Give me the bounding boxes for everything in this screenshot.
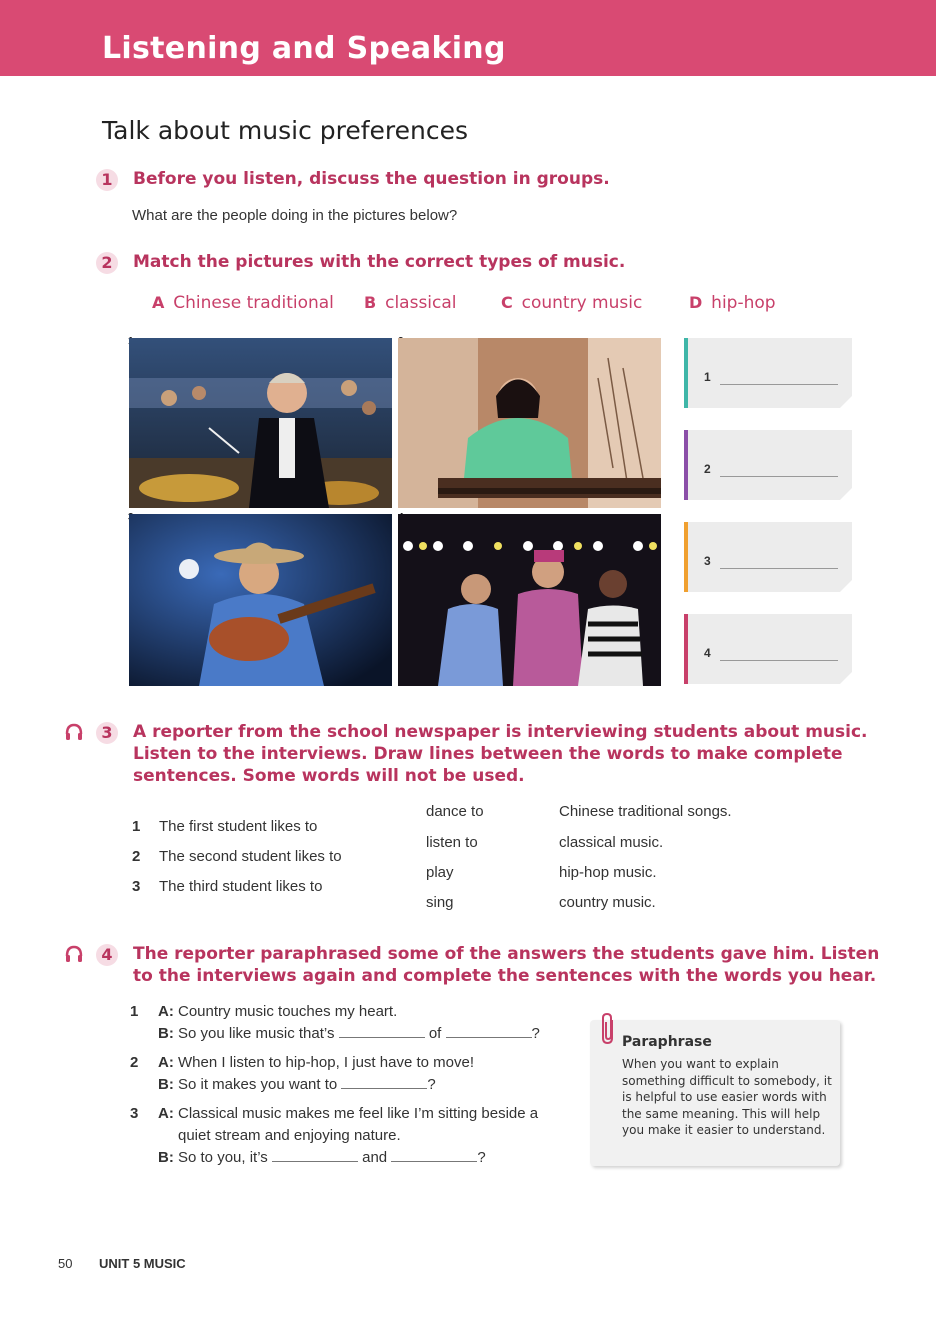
photo-guzheng-player bbox=[398, 338, 661, 508]
answer-number: 4 bbox=[704, 646, 711, 660]
option-text: classical bbox=[385, 293, 457, 313]
speaker-label: A: bbox=[158, 1105, 174, 1122]
subject-3-text: The third student likes to bbox=[159, 878, 323, 895]
fill-blank[interactable] bbox=[339, 1025, 425, 1038]
paperclip-icon bbox=[598, 1012, 618, 1051]
fill-blank[interactable] bbox=[341, 1076, 427, 1089]
option-d bbox=[689, 293, 776, 313]
activity-3-instruction-line-3: sentences. Some words will not be used. bbox=[133, 766, 525, 786]
answer-card-1 bbox=[684, 338, 852, 408]
speaker-text: When I listen to hip-hop, I just have to move! bbox=[178, 1054, 474, 1071]
fill-blank[interactable] bbox=[446, 1025, 532, 1038]
activity-4-instruction-line-1: The reporter paraphrased some of the answers the students gave him. Listen bbox=[133, 944, 880, 964]
subject-2-text: The second student likes to bbox=[159, 848, 342, 865]
item-2-line-b bbox=[158, 1076, 436, 1093]
speaker-text: and bbox=[362, 1149, 388, 1166]
answer-card-bar bbox=[684, 522, 688, 592]
answer-card-bar bbox=[684, 338, 688, 408]
item-1-number: 1 bbox=[130, 1003, 139, 1020]
item-2-number: 2 bbox=[130, 1054, 139, 1071]
activity-3-number: 3 bbox=[96, 722, 118, 744]
speaker-label: B: bbox=[158, 1149, 174, 1166]
item-1-line-b bbox=[158, 1025, 540, 1042]
section-banner bbox=[0, 0, 936, 76]
speaker-label: B: bbox=[158, 1025, 174, 1042]
speaker-text: So to you, it’s bbox=[178, 1149, 268, 1166]
speaker-label: A: bbox=[158, 1054, 174, 1071]
answer-card-bar bbox=[684, 430, 688, 500]
headphones-icon[interactable] bbox=[64, 944, 82, 962]
option-letter: A bbox=[152, 293, 165, 312]
speaker-text: Classical music makes me feel like I’m sitting beside a bbox=[178, 1105, 539, 1122]
photo-conductor bbox=[129, 338, 392, 508]
option-c bbox=[501, 293, 642, 313]
verb-option[interactable]: dance to bbox=[426, 803, 484, 820]
activity-3-instruction-line-1: A reporter from the school newspaper is interviewing students about music. bbox=[133, 722, 868, 742]
option-a bbox=[152, 293, 334, 313]
speaker-text: ? bbox=[531, 1025, 540, 1042]
speaker-text: of bbox=[428, 1025, 442, 1042]
activity-1-instruction: Before you listen, discuss the question in groups. bbox=[133, 169, 610, 189]
card-corner bbox=[840, 488, 852, 500]
answer-blank[interactable] bbox=[720, 660, 838, 661]
speaker-text: ? bbox=[427, 1076, 436, 1093]
item-3-line-a bbox=[158, 1105, 538, 1122]
item-1-line-a bbox=[158, 1003, 397, 1020]
speaker-text: So it makes you want to bbox=[178, 1076, 338, 1093]
object-option[interactable]: classical music. bbox=[559, 834, 664, 851]
activity-1-number: 1 bbox=[96, 169, 118, 191]
card-corner bbox=[840, 580, 852, 592]
answer-card-3 bbox=[684, 522, 852, 592]
option-letter: D bbox=[689, 293, 703, 312]
option-text: Chinese traditional bbox=[173, 293, 334, 313]
activity-4-number: 4 bbox=[96, 944, 118, 966]
section-heading: Talk about music preferences bbox=[102, 116, 469, 145]
subject-3-number: 3 bbox=[132, 878, 141, 895]
verb-option[interactable]: sing bbox=[426, 894, 454, 911]
verb-option[interactable]: play bbox=[426, 864, 454, 881]
card-corner bbox=[840, 672, 852, 684]
item-3-number: 3 bbox=[130, 1105, 139, 1122]
answer-card-bar bbox=[684, 614, 688, 684]
speaker-text: So you like music that’s bbox=[178, 1025, 335, 1042]
answer-blank[interactable] bbox=[720, 384, 838, 385]
unit-label: UNIT 5 MUSIC bbox=[99, 1256, 186, 1271]
object-option[interactable]: Chinese traditional songs. bbox=[559, 803, 732, 820]
activity-2-instruction: Match the pictures with the correct types of music. bbox=[133, 252, 626, 272]
object-option[interactable]: hip-hop music. bbox=[559, 864, 657, 881]
photo-guitar-player bbox=[129, 514, 392, 686]
item-3-line-a2: quiet stream and enjoying nature. bbox=[178, 1127, 401, 1144]
answer-number: 3 bbox=[704, 554, 711, 568]
activity-4-instruction-line-2: to the interviews again and complete the sentences with the words you hear. bbox=[133, 966, 877, 986]
speaker-text: Country music touches my heart. bbox=[178, 1003, 398, 1020]
answer-number: 2 bbox=[704, 462, 711, 476]
verb-option[interactable]: listen to bbox=[426, 834, 478, 851]
banner-title: Listening and Speaking bbox=[102, 31, 506, 66]
option-letter: C bbox=[501, 293, 513, 312]
speaker-text: ? bbox=[477, 1149, 486, 1166]
activity-3-instruction-line-2: Listen to the interviews. Draw lines between the words to make complete bbox=[133, 744, 843, 764]
speaker-label: B: bbox=[158, 1076, 174, 1093]
answer-number: 1 bbox=[704, 370, 711, 384]
activity-2-number: 2 bbox=[96, 252, 118, 274]
answer-blank[interactable] bbox=[720, 568, 838, 569]
note-body: When you want to explain something difficult to somebody, it is helpful to use easier words with the same meaning. This will help you make it easier to understand. bbox=[622, 1057, 832, 1137]
fill-blank[interactable] bbox=[272, 1149, 358, 1162]
option-letter: B bbox=[364, 293, 377, 312]
subject-1-number: 1 bbox=[132, 818, 141, 835]
item-3-line-b bbox=[158, 1149, 486, 1166]
activity-1-question: What are the people doing in the pictures below? bbox=[132, 207, 458, 224]
object-option[interactable]: country music. bbox=[559, 894, 656, 911]
answer-blank[interactable] bbox=[720, 476, 838, 477]
option-text: hip-hop bbox=[711, 293, 776, 313]
fill-blank[interactable] bbox=[391, 1149, 477, 1162]
paraphrase-note bbox=[590, 1020, 840, 1166]
option-text: country music bbox=[521, 293, 643, 313]
option-b bbox=[364, 293, 457, 313]
subject-1-text: The first student likes to bbox=[159, 818, 318, 835]
item-2-line-a bbox=[158, 1054, 474, 1071]
card-corner bbox=[840, 396, 852, 408]
note-title: Paraphrase bbox=[622, 1034, 712, 1050]
subject-2-number: 2 bbox=[132, 848, 141, 865]
answer-card-2 bbox=[684, 430, 852, 500]
answer-card-4 bbox=[684, 614, 852, 684]
page-number: 50 bbox=[58, 1256, 73, 1271]
headphones-icon[interactable] bbox=[64, 722, 82, 740]
speaker-label: A: bbox=[158, 1003, 174, 1020]
photo-hiphop-group bbox=[398, 514, 661, 686]
